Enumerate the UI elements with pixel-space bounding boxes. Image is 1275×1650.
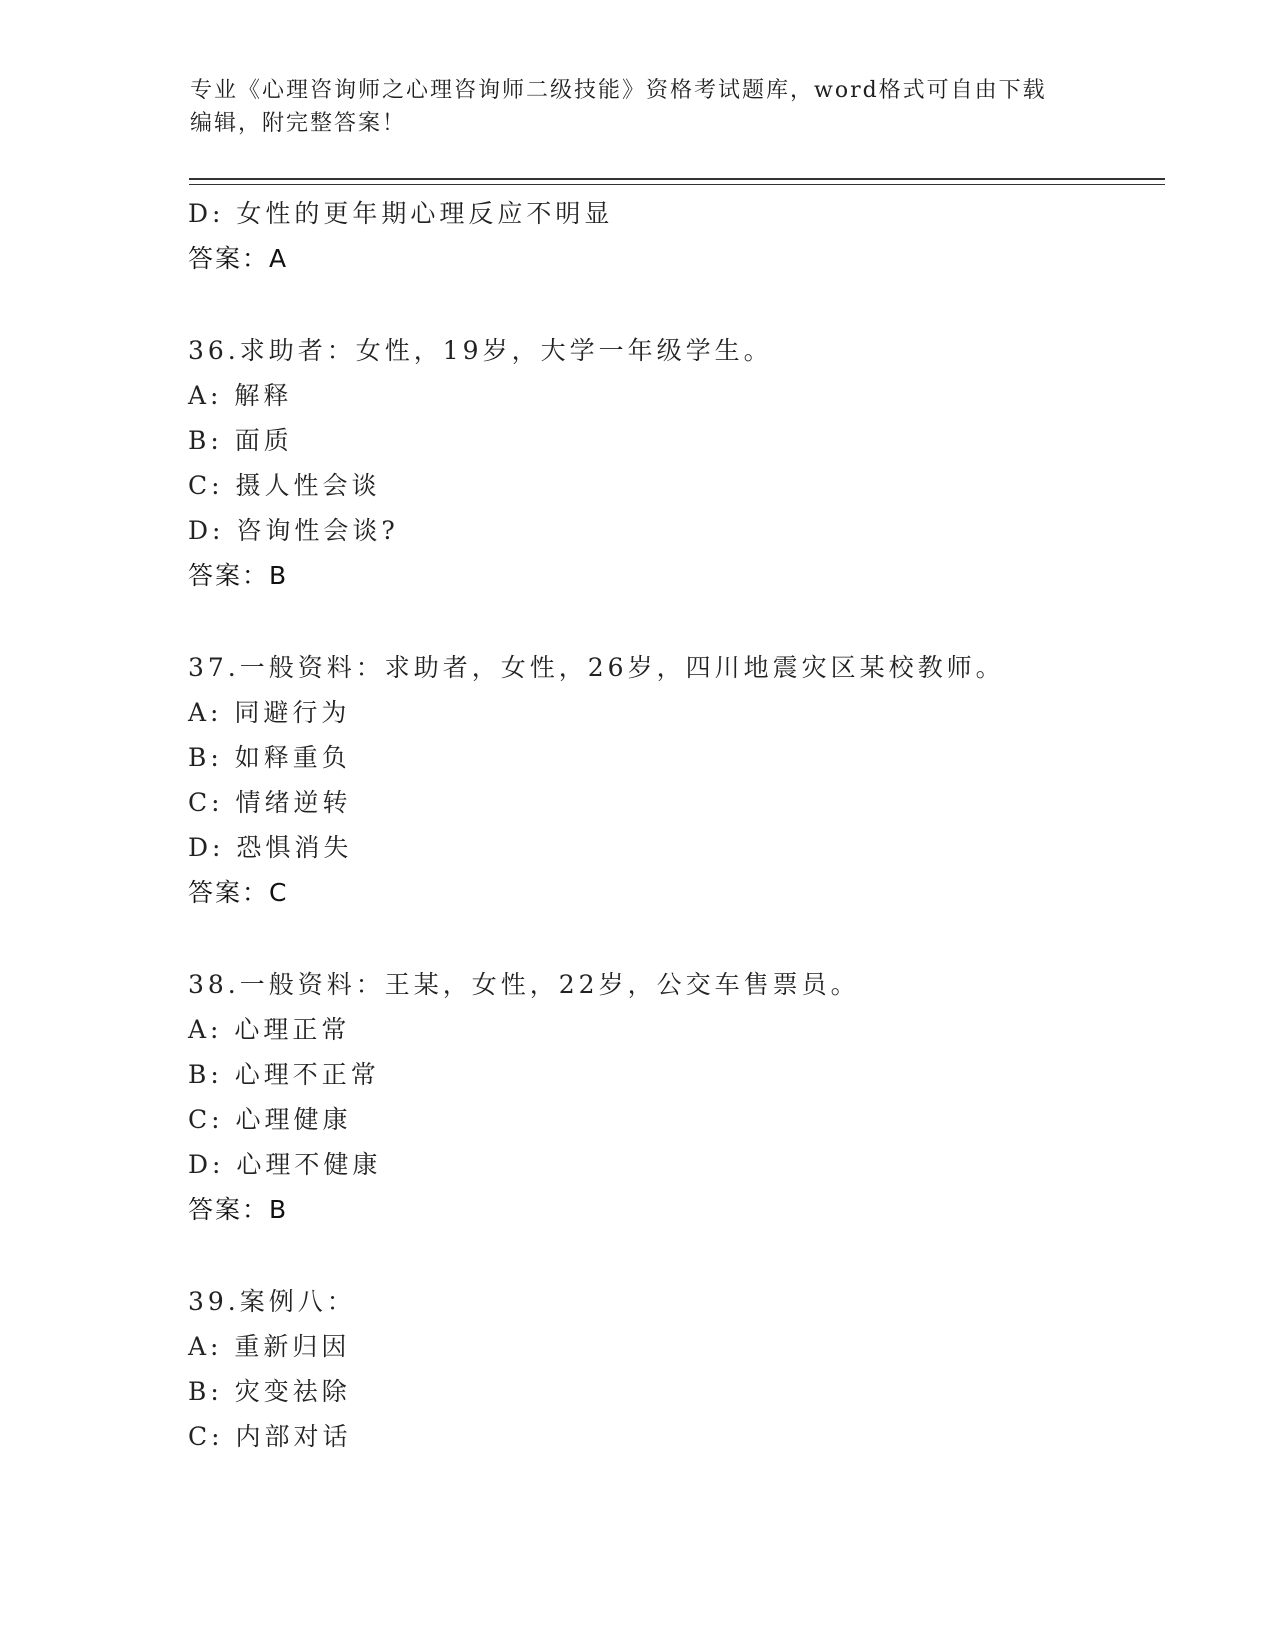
header-line-2: 编辑，附完整答案！ <box>190 111 407 136</box>
option-a: A: 解释 <box>188 381 293 410</box>
block-gap <box>188 1232 1148 1279</box>
option-b: B: 心理不正常 <box>188 1060 380 1089</box>
question-text: 38.一般资料：王某，女性，22岁，公交车售票员。 <box>188 970 860 999</box>
answer-line: 答案：B <box>188 1195 289 1224</box>
question-text: 37.一般资料：求助者，女性，26岁，四川地震灾区某校教师。 <box>188 653 1005 682</box>
question-list <box>188 191 1148 1459</box>
question-block-39 <box>188 1279 1148 1459</box>
option-c: C: 内部对话 <box>188 1422 352 1451</box>
answer-line: 答案：B <box>188 561 289 590</box>
question-block-38 <box>188 962 1148 1232</box>
document-header <box>190 74 1090 140</box>
option-a: A: 同避行为 <box>188 698 351 727</box>
answer-line: 答案：C <box>188 878 289 907</box>
block-gap <box>188 281 1148 328</box>
question-block-36 <box>188 328 1148 598</box>
option-d: D: 心理不健康 <box>188 1150 382 1179</box>
option-d: D: 女性的更年期心理反应不明显 <box>188 199 614 228</box>
question-text: 39.案例八： <box>188 1287 356 1316</box>
option-c: C: 心理健康 <box>188 1105 352 1134</box>
question-block-35 <box>188 191 1148 281</box>
block-gap <box>188 915 1148 962</box>
header-divider-bottom <box>189 184 1165 185</box>
question-text: 36.求助者：女性，19岁，大学一年级学生。 <box>188 336 773 365</box>
option-a: A: 心理正常 <box>188 1015 351 1044</box>
question-block-37 <box>188 645 1148 915</box>
option-b: B: 灾变祛除 <box>188 1377 351 1406</box>
option-a: A: 重新归因 <box>188 1332 351 1361</box>
option-d: D: 咨询性会谈? <box>188 516 399 545</box>
option-c: C: 情绪逆转 <box>188 788 352 817</box>
option-b: B: 面质 <box>188 426 293 455</box>
header-divider-top <box>189 178 1165 180</box>
answer-line: 答案：A <box>188 244 289 273</box>
option-b: B: 如释重负 <box>188 743 351 772</box>
option-d: D: 恐惧消失 <box>188 833 353 862</box>
block-gap <box>188 598 1148 645</box>
header-line-1: 专业《心理咨询师之心理咨询师二级技能》资格考试题库，word格式可自由下载 <box>190 78 1047 103</box>
option-c: C: 摄人性会谈 <box>188 471 381 500</box>
